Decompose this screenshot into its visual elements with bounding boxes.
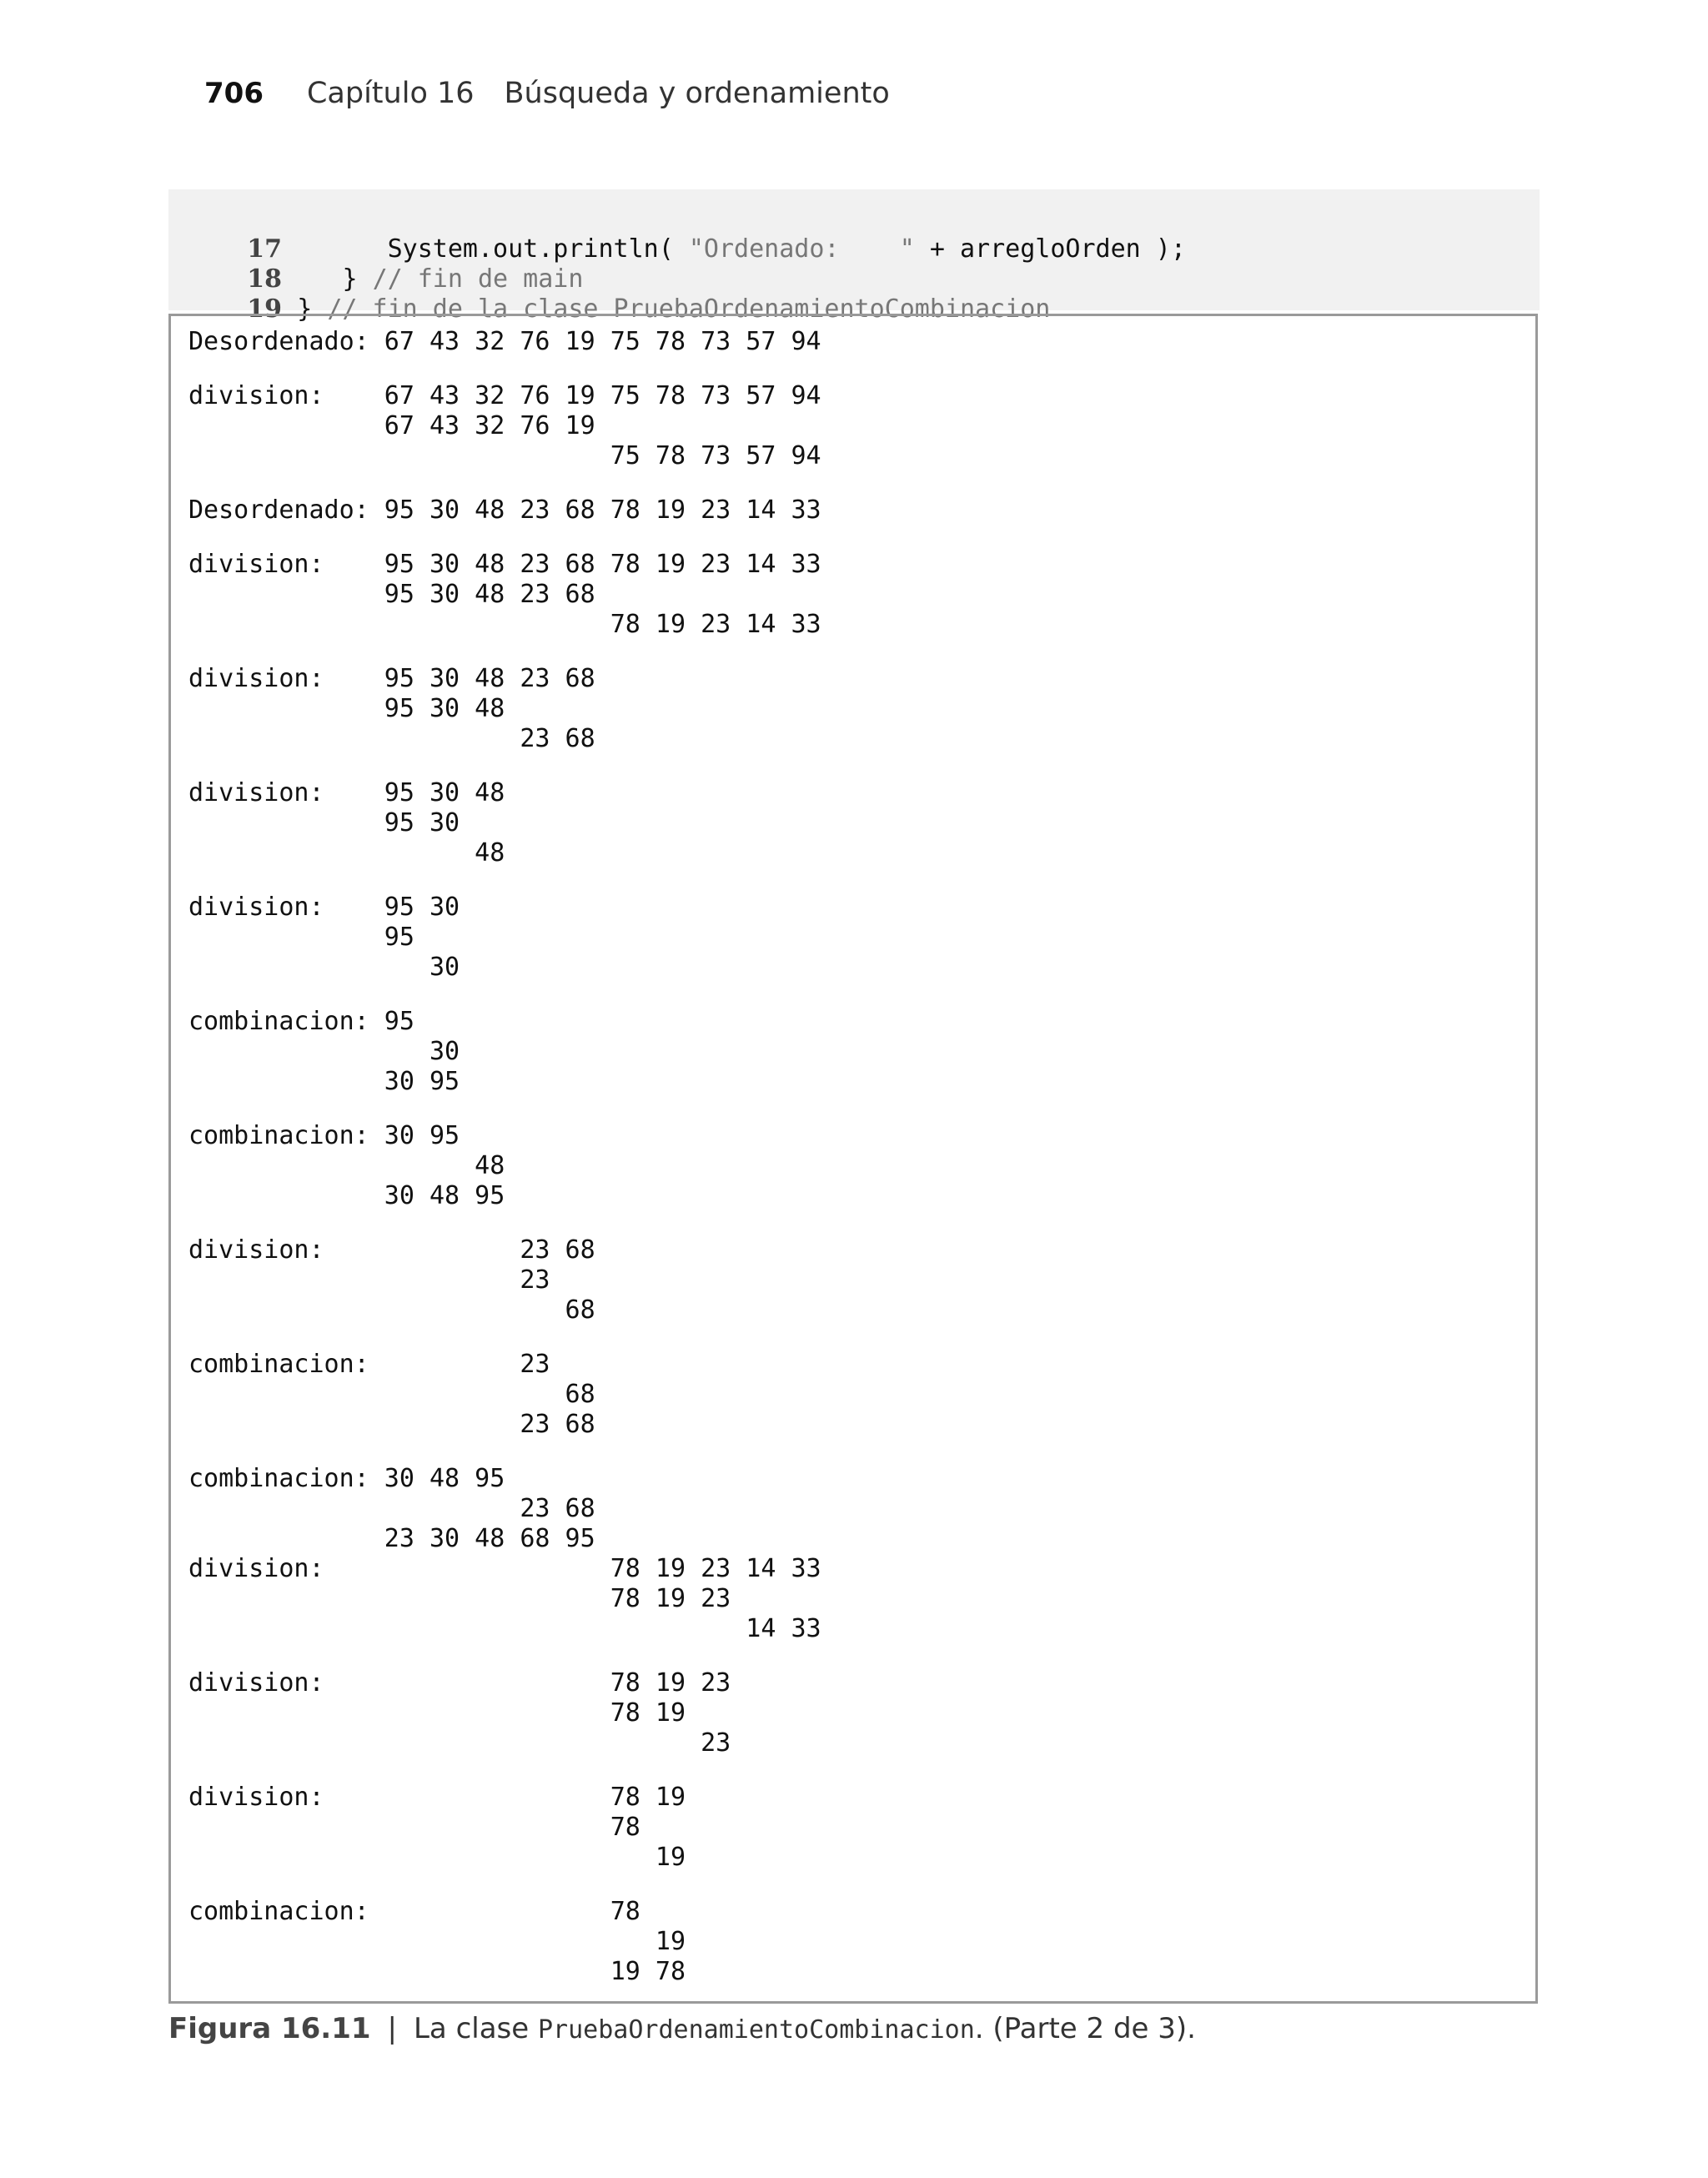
output-line: division: 95 30 48 23 68 78 19 23 14 33 [188,550,821,579]
output-line: 75 78 73 57 94 [188,441,821,470]
output-line: division: 95 30 48 [188,778,505,807]
output-line: division: 78 19 [188,1783,686,1812]
caption-separator: | [387,2012,397,2045]
page-number: 706 [204,77,264,110]
output-line: 78 [188,1813,640,1842]
section-title: Búsqueda y ordenamiento [504,77,890,110]
line-number: 18 [247,264,282,294]
output-line: 78 19 23 14 33 [188,610,821,639]
output-line: 68 [188,1380,595,1409]
output-line: 23 68 [188,724,595,753]
output-line: combinacion: 30 95 [188,1121,460,1150]
output-line: 14 33 [188,1614,821,1643]
output-line: 95 [188,923,414,952]
code-string: "Ordenado: " [688,234,915,264]
output-line: 23 68 [188,1494,595,1523]
line-number: 19 [247,294,282,324]
code-text: } [297,294,328,324]
output-line: division: 67 43 32 76 19 75 78 73 57 94 [188,381,821,410]
output-line: 95 30 48 23 68 [188,580,595,609]
output-line: 19 78 [188,1957,686,1986]
output-line: 95 30 48 [188,694,505,723]
code-line [187,264,1051,324]
output-line: 78 19 [188,1698,686,1728]
chapter-label: Capítulo 16 [306,77,475,110]
output-line: 30 [188,953,460,982]
output-line: 19 [188,1843,686,1872]
output-line: 30 48 95 [188,1181,505,1210]
output-line: division: 78 19 23 [188,1668,731,1698]
code-listing [168,189,1540,324]
figure-label: Figura 16.11 [168,2012,371,2045]
output-line: 23 30 48 68 95 [188,1524,595,1553]
line-number: 17 [247,234,282,264]
output-line: 68 [188,1295,595,1325]
code-text: System.out.println( [387,234,689,264]
caption-text-end: . (Parte 2 de 3). [974,2012,1196,2045]
output-line: Desordenado: 95 30 48 23 68 78 19 23 14 33 [188,495,821,525]
output-line: division: 95 30 48 23 68 [188,664,595,693]
code-comment: // fin de main [372,264,584,294]
output-line: 95 30 [188,808,460,837]
output-line: 30 [188,1037,460,1066]
output-line: 78 19 23 [188,1584,731,1613]
output-line: combinacion: 78 [188,1897,640,1926]
output-line: 30 95 [188,1067,460,1096]
output-line: division: 95 30 [188,893,460,922]
output-line: 23 [188,1265,550,1295]
code-comment: // fin de la clase PruebaOrdenamientoCombinacion [327,294,1051,324]
output-line: 19 [188,1927,686,1956]
output-line: combinacion: 30 48 95 [188,1464,505,1493]
caption-class-name: PruebaOrdenamientoCombinacion [537,2015,975,2045]
code-text: + arregloOrden ); [914,234,1186,264]
page-header [204,77,890,127]
output-line: Desordenado: 67 43 32 76 19 75 78 73 57 94 [188,327,821,356]
output-line: 23 68 [188,1410,595,1439]
code-line [187,234,584,294]
code-line [187,204,1186,264]
caption-text: La clase [413,2012,538,2045]
output-line: division: 23 68 [188,1235,595,1265]
output-line: 67 43 32 76 19 [188,411,595,440]
output-line: division: 78 19 23 14 33 [188,1554,821,1583]
output-line: 48 [188,838,505,868]
figure-caption [168,2012,1196,2045]
output-line: 48 [188,1151,505,1180]
output-line: combinacion: 23 [188,1350,550,1379]
code-text: } [342,264,373,294]
output-line: combinacion: 95 [188,1007,414,1036]
output-line: 23 [188,1728,731,1758]
